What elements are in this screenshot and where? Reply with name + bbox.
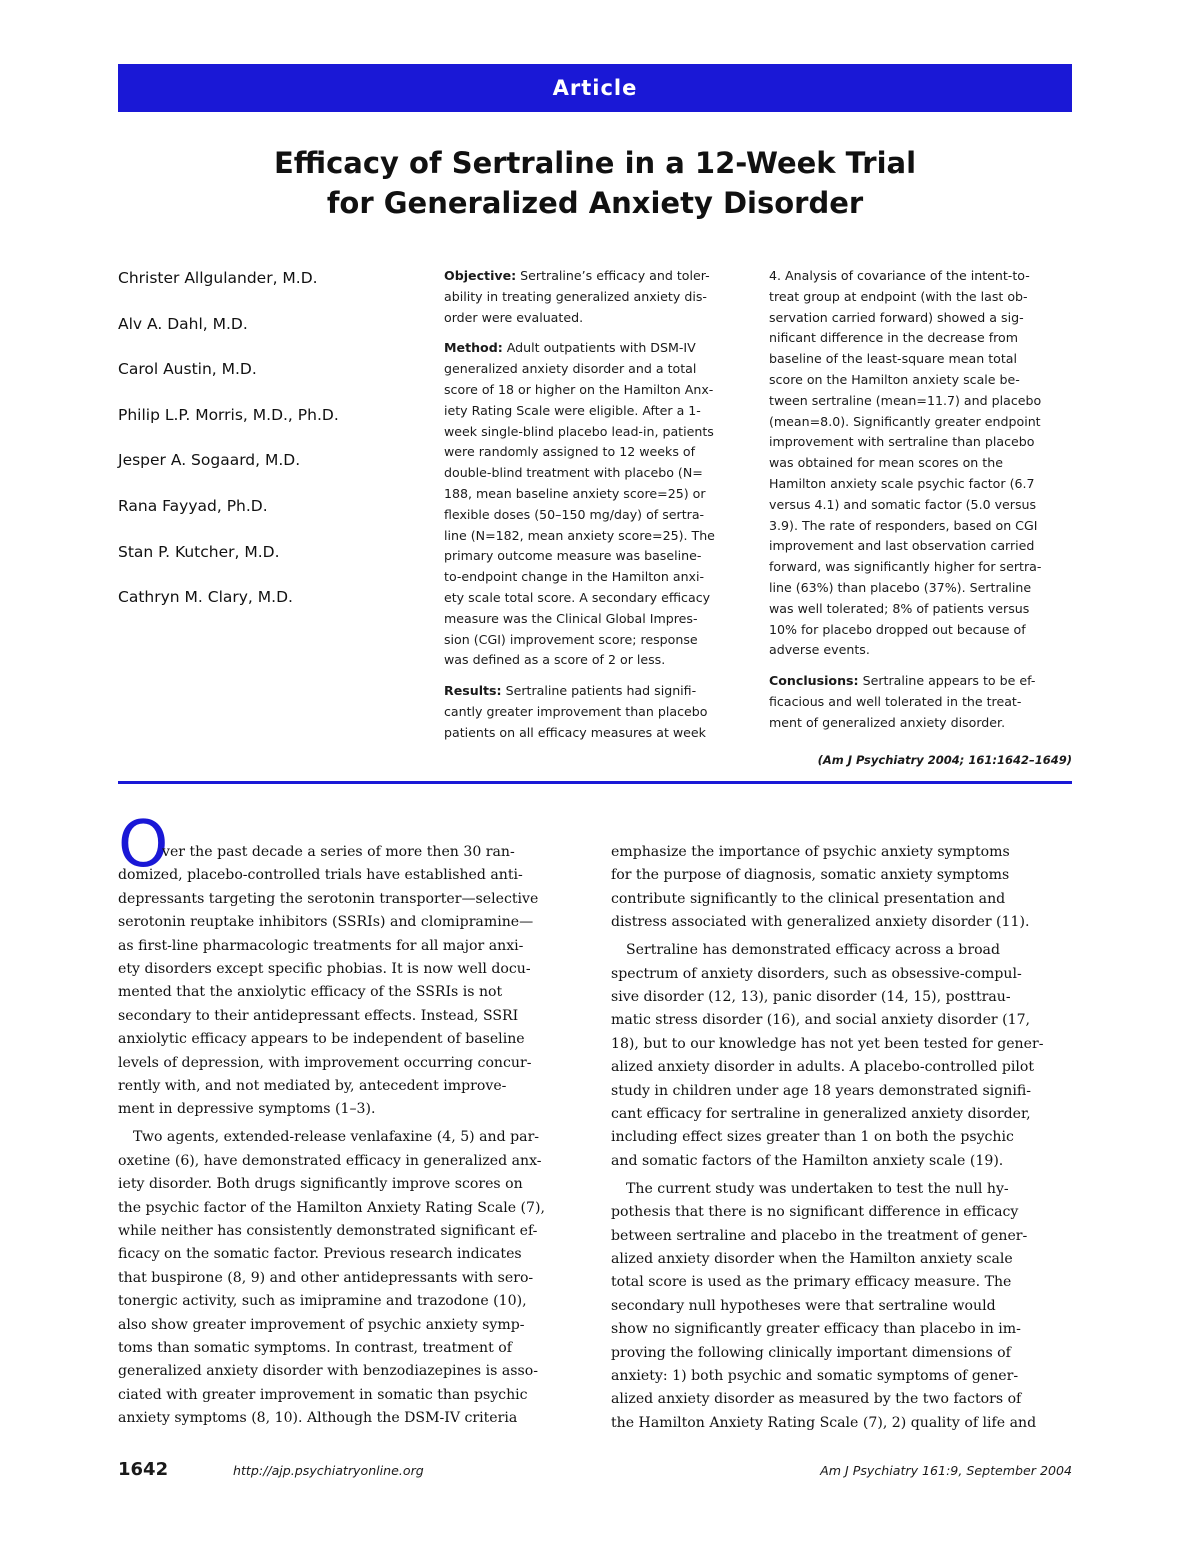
- body-line: proving the following clinically important dimensions of: [611, 1344, 1011, 1361]
- journal-citation: (Am J Psychiatry 2004; 161:1642–1649): [817, 753, 1072, 767]
- abstract-line: order were evaluated.: [444, 309, 584, 325]
- abstract-line: 10% for placebo dropped out because of: [769, 621, 1026, 637]
- abstract-line: cantly greater improvement than placebo: [444, 703, 708, 719]
- abstract-line: improvement with sertraline than placebo: [769, 434, 1035, 450]
- abstract-line: patients on all efficacy measures at week: [444, 724, 706, 740]
- abstract-line-text: Sertraline’s efficacy and toler-: [516, 268, 710, 283]
- abstract-line: week single-blind placebo lead-in, patients: [444, 423, 714, 439]
- body-line: total score is used as the primary efficacy measure. The: [611, 1274, 1012, 1291]
- abstract-section-label: Conclusions:: [769, 673, 859, 689]
- body-line: anxiety: 1) both psychic and somatic symptoms of gener-: [611, 1367, 1019, 1384]
- abstract-column-right: [769, 266, 1074, 734]
- body-line: Sertraline has demonstrated efficacy across a broad: [626, 942, 1000, 959]
- author-name: Carol Austin, M.D.: [118, 360, 257, 379]
- abstract-line: ficacious and well tolerated in the treat-: [769, 693, 1022, 709]
- author-name: Rana Fayyad, Ph.D.: [118, 496, 268, 515]
- abstract-line: primary outcome measure was baseline-: [444, 548, 702, 564]
- abstract-line: treat group at endpoint (with the last ob-: [769, 288, 1028, 304]
- body-line: as first-line pharmacologic treatments for all major anxi-: [118, 937, 524, 954]
- body-line: study in children under age 18 years demonstrated signifi-: [611, 1082, 1032, 1099]
- section-divider: [118, 781, 1072, 784]
- body-line: mented that the anxiolytic efficacy of the SSRIs is not: [118, 984, 503, 1001]
- body-line: and somatic factors of the Hamilton anxiety scale (19).: [611, 1152, 1004, 1169]
- body-paragraph: [118, 841, 581, 1122]
- abstract-line: 4. Analysis of covariance of the intent-to-: [769, 268, 1030, 283]
- body-line: anxiolytic efficacy appears to be independent of baseline: [118, 1031, 525, 1048]
- abstract-line: [444, 266, 749, 287]
- body-line: ciated with greater improvement in somatic than psychic: [118, 1386, 528, 1403]
- author-name: Jesper A. Sogaard, M.D.: [118, 451, 301, 470]
- journal-issue: Am J Psychiatry 161:9, September 2004: [820, 1463, 1072, 1478]
- body-line: ment in depressive symptoms (1–3).: [118, 1101, 376, 1118]
- abstract-line: was well tolerated; 8% of patients versus: [769, 600, 1030, 616]
- abstract-section-label: Objective:: [444, 268, 517, 283]
- abstract-line: (mean=8.0). Significantly greater endpoint: [769, 413, 1041, 429]
- body-line: rently with, and not mediated by, antecedent improve-: [118, 1078, 507, 1095]
- body-line: matic stress disorder (16), and social anxiety disorder (17,: [611, 1012, 1031, 1029]
- abstract-line: were randomly assigned to 12 weeks of: [444, 444, 696, 460]
- body-paragraph: [611, 939, 1074, 1173]
- body-line: secondary null hypotheses were that sertraline would: [611, 1297, 996, 1314]
- body-line: cant efficacy for sertraline in generalized anxiety disorder,: [611, 1105, 1031, 1122]
- body-line: spectrum of anxiety disorders, such as obsessive-compul-: [611, 965, 1022, 982]
- abstract-line: adverse events.: [769, 642, 870, 658]
- abstract-conclusions: [769, 671, 1074, 733]
- body-line: 18), but to our knowledge has not yet been tested for gener-: [611, 1035, 1044, 1052]
- abstract-line: servation carried forward) showed a sig-: [769, 309, 1024, 325]
- author-name: Stan P. Kutcher, M.D.: [118, 542, 280, 561]
- body-line: for the purpose of diagnosis, somatic anxiety symptoms: [611, 867, 1010, 884]
- author-name: Alv A. Dahl, M.D.: [118, 314, 248, 333]
- body-line: alized anxiety disorder as measured by the two factors of: [611, 1391, 1022, 1408]
- body-line: levels of depression, with improvement occurring concur-: [118, 1054, 532, 1071]
- abstract-method: [444, 338, 749, 671]
- author-name: Christer Allgulander, M.D.: [118, 269, 318, 287]
- drop-cap-letter: O: [118, 808, 169, 882]
- body-line: iety disorder. Both drugs significantly improve scores on: [118, 1176, 523, 1193]
- abstract-line: [769, 671, 1074, 692]
- abstract-line-text: Adult outpatients with DSM-IV: [502, 340, 696, 356]
- body-paragraph: [611, 1178, 1074, 1435]
- abstract-line: tween sertraline (mean=11.7) and placebo: [769, 392, 1042, 408]
- body-line: that buspirone (8, 9) and other antidepressants with sero-: [118, 1269, 534, 1286]
- abstract-line: was defined as a score of 2 or less.: [444, 652, 666, 668]
- abstract-line-text: Sertraline patients had signifi-: [501, 683, 697, 699]
- body-line: The current study was undertaken to test the null hy-: [626, 1180, 1009, 1197]
- abstract-line: improvement and last observation carried: [769, 538, 1035, 554]
- author-name: Philip L.P. Morris, M.D., Ph.D.: [118, 405, 339, 424]
- abstract-line: ment of generalized anxiety disorder.: [769, 714, 1006, 730]
- abstract-line: to-endpoint change in the Hamilton anxi-: [444, 569, 705, 585]
- abstract-line: forward, was significantly higher for sertra-: [769, 559, 1042, 575]
- body-line: including effect sizes greater than 1 on both the psychic: [611, 1129, 1014, 1146]
- body-line: the Hamilton Anxiety Rating Scale (7), 2) quality of life and: [611, 1414, 1037, 1431]
- abstract-section-label: Results:: [444, 683, 502, 699]
- body-column-right: [611, 841, 1074, 1435]
- page-number: 1642: [118, 1459, 169, 1480]
- article-banner-label: Article: [552, 76, 638, 100]
- body-line: serotonin reuptake inhibitors (SSRIs) and clomipramine—: [118, 914, 534, 931]
- body-line: the psychic factor of the Hamilton Anxiety Rating Scale (7),: [118, 1199, 545, 1216]
- author-name: Cathryn M. Clary, M.D.: [118, 588, 293, 607]
- body-line: show no significantly greater efficacy than placebo in im-: [611, 1321, 1021, 1338]
- article-banner: [118, 64, 1072, 112]
- body-line: secondary to their antidepressant effects. Instead, SSRI: [118, 1007, 519, 1024]
- abstract-line: 3.9). The rate of responders, based on CGI: [769, 517, 1038, 533]
- abstract-section-label: Method:: [444, 340, 503, 356]
- abstract-line: [444, 681, 749, 702]
- abstract-line: sion (CGI) improvement score; response: [444, 631, 698, 647]
- abstract-line: versus 4.1) and somatic factor (5.0 versus: [769, 496, 1037, 512]
- abstract-line-text: Sertraline appears to be ef-: [858, 673, 1036, 689]
- body-line: ety disorders except specific phobias. It is now well docu-: [118, 961, 531, 978]
- journal-url[interactable]: http://ajp.psychiatryonline.org: [233, 1463, 424, 1478]
- abstract-line: flexible doses (50–150 mg/day) of sertra-: [444, 506, 705, 522]
- body-line: anxiety symptoms (8, 10). Although the DSM-IV criteria: [118, 1410, 518, 1427]
- body-column-left: [118, 841, 581, 1431]
- abstract-line: nificant difference in the decrease from: [769, 330, 1019, 346]
- body-line: oxetine (6), have demonstrated efficacy in generalized anx-: [118, 1152, 542, 1169]
- body-line: alized anxiety disorder in adults. A placebo-controlled pilot: [611, 1059, 1035, 1076]
- author-list: [118, 266, 418, 631]
- abstract-line: ety scale total score. A secondary efficacy: [444, 589, 711, 605]
- body-line: pothesis that there is no significant difference in efficacy: [611, 1204, 1019, 1221]
- body-line: emphasize the importance of psychic anxiety symptoms: [611, 844, 1010, 860]
- abstract-line: [444, 338, 749, 359]
- body-line: between sertraline and placebo in the treatment of gener-: [611, 1227, 1028, 1244]
- abstract-objective: [444, 266, 749, 328]
- abstract-line: ability in treating generalized anxiety dis-: [444, 288, 707, 304]
- body-line: sive disorder (12, 13), panic disorder (14, 15), posttrau-: [611, 988, 1011, 1005]
- body-line: alized anxiety disorder when the Hamilton anxiety scale: [611, 1250, 1013, 1267]
- body-line: ficacy on the somatic factor. Previous research indicates: [118, 1246, 522, 1263]
- body-line: also show greater improvement of psychic anxiety symp-: [118, 1316, 525, 1333]
- body-line: depressants targeting the serotonin transporter—selective: [118, 890, 539, 907]
- abstract-line: Hamilton anxiety scale psychic factor (6.7: [769, 475, 1035, 491]
- abstract-line: line (63%) than placebo (37%). Sertraline: [769, 579, 1032, 595]
- body-line: toms than somatic symptoms. In contrast, treatment of: [118, 1340, 512, 1357]
- abstract-results-continued: [769, 266, 1074, 661]
- body-paragraph: [611, 841, 1074, 935]
- body-paragraph: [118, 1126, 581, 1430]
- abstract-line: double-blind treatment with placebo (N=: [444, 465, 703, 481]
- abstract-line: baseline of the least-square mean total: [769, 351, 1017, 367]
- abstract-line: was obtained for mean scores on the: [769, 455, 1003, 471]
- abstract-line: line (N=182, mean anxiety score=25). The: [444, 527, 715, 543]
- article-title-line-1: Efficacy of Sertraline in a 12-Week Trial: [273, 146, 917, 180]
- abstract-line: measure was the Clinical Global Impres-: [444, 610, 698, 626]
- abstract-line: iety Rating Scale were eligible. After a 1-: [444, 402, 701, 418]
- article-title-line-2: for Generalized Anxiety Disorder: [326, 186, 864, 220]
- abstract-line: generalized anxiety disorder and a total: [444, 361, 697, 377]
- body-line: distress associated with generalized anxiety disorder (11).: [611, 914, 1030, 931]
- article-title: [118, 143, 1072, 223]
- body-line: while neither has consistently demonstrated significant ef-: [118, 1223, 538, 1239]
- abstract-line: score on the Hamilton anxiety scale be-: [769, 371, 1020, 387]
- body-line: generalized anxiety disorder with benzodiazepines is asso-: [118, 1363, 538, 1380]
- body-line: domized, placebo-controlled trials have established anti-: [118, 867, 523, 884]
- body-line: ver the past decade a series of more then 30 ran-: [162, 844, 515, 860]
- body-line: Two agents, extended-release venlafaxine (4, 5) and par-: [133, 1129, 540, 1146]
- abstract-column-left: [444, 266, 749, 744]
- abstract-line: 188, mean baseline anxiety score=25) or: [444, 485, 706, 501]
- body-line: contribute significantly to the clinical presentation and: [611, 890, 1006, 907]
- body-line: tonergic activity, such as imipramine and trazodone (10),: [118, 1293, 527, 1310]
- abstract-results: [444, 681, 749, 743]
- abstract-line: score of 18 or higher on the Hamilton Anx-: [444, 381, 714, 397]
